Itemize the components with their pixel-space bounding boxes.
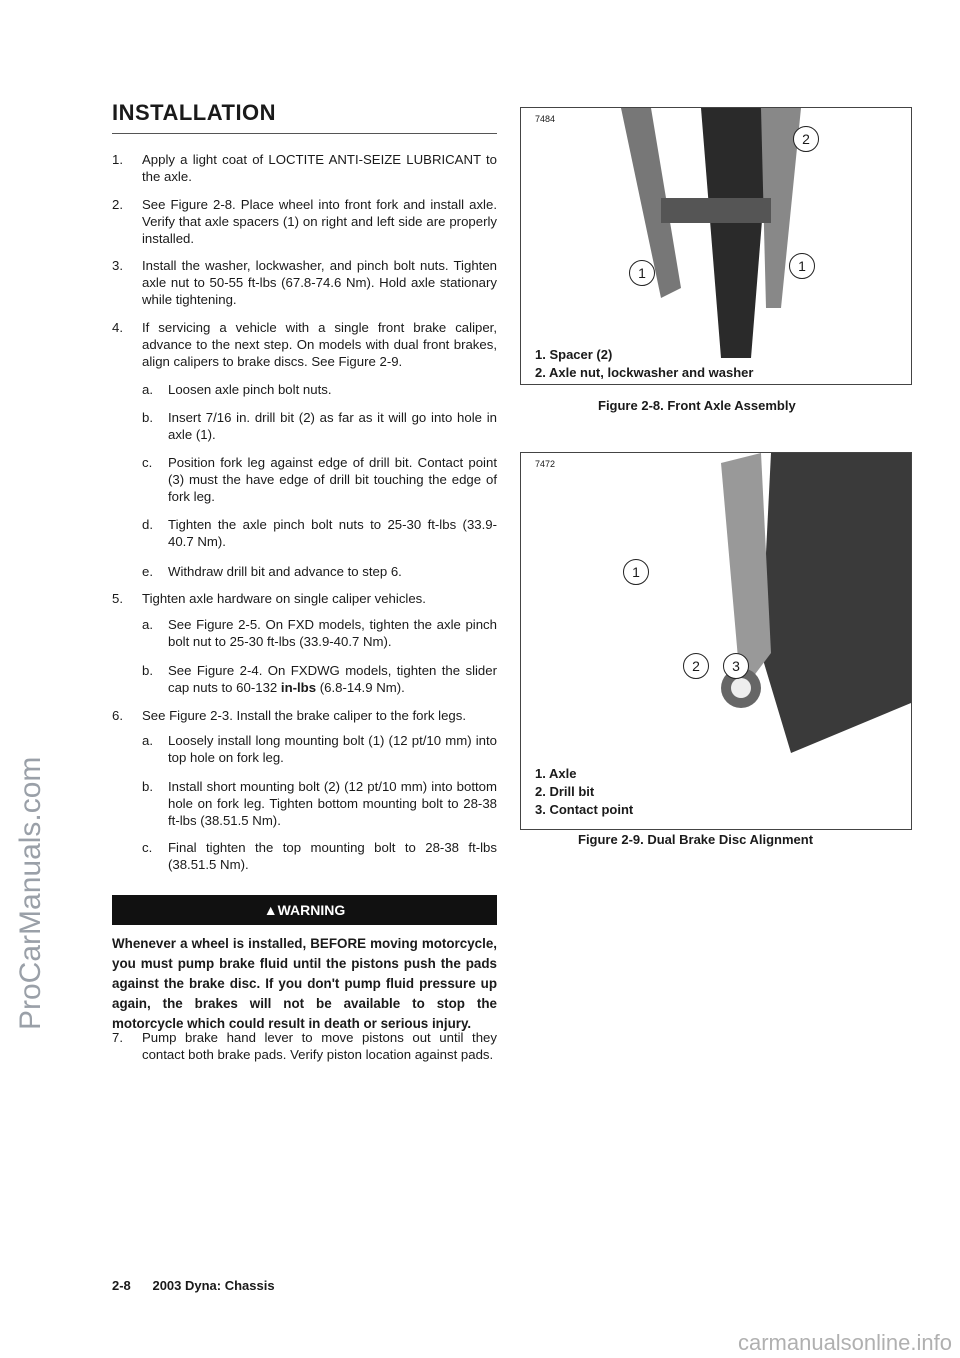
callout-2: 2	[793, 126, 819, 152]
figure-2-9-caption: Figure 2-9. Dual Brake Disc Alignment	[578, 832, 814, 847]
watermark-bottom: carmanualsonline.info	[737, 1330, 952, 1355]
step-1: 1. Apply a light coat of LOCTITE ANTI-SEIZE LUBRICANT to the axle.	[112, 152, 497, 184]
step-4d: d. Tighten the axle pinch bolt nuts to 25-30 ft-lbs (33.9-40.7 Nm).	[142, 517, 497, 549]
page-footer: 2-8 2003 Dyna: Chassis	[112, 1278, 275, 1293]
front-axle-photo	[601, 108, 821, 358]
warning-text: Whenever a wheel is installed, BEFORE moving motorcycle, you must pump brake fluid until the pistons push the pads against the brake disc. If you don't pump fluid pressure up again, the brakes will not be available to stop the motorcycle which could result in death or serious injury.	[112, 936, 497, 1031]
figure-legend: 1. Spacer (2) 2. Axle nut, lockwasher and washer	[535, 347, 754, 380]
step-4b: b. Insert 7/16 in. drill bit (2) as far as it will go into hole in axle (1).	[142, 410, 497, 442]
brake-disc-photo	[621, 453, 911, 753]
figure-2-8: 7484 2 1 1 1. Spacer (2) 2. Axle nut, lockwasher and washer	[520, 107, 912, 385]
warning-banner: ▲ WARNING	[112, 895, 497, 925]
figure-legend: 1. Axle 2. Drill bit 3. Contact point	[535, 766, 634, 817]
step-2: 2. See Figure 2-8. Place wheel into front fork and install axle. Verify that axle spacers (1) on right and left side are properly installed.	[112, 197, 497, 246]
callout-1: 1	[623, 559, 649, 585]
step-4: 4. If servicing a vehicle with a single front brake caliper, advance to the next step. On models with dual front brakes, align calipers to brake discs. See Figure 2-9.	[112, 320, 497, 369]
step-4a: a. Loosen axle pinch bolt nuts.	[142, 382, 332, 397]
callout-3: 3	[723, 653, 749, 679]
title-rule	[112, 133, 497, 134]
step-6a: a. Loosely install long mounting bolt (1) (12 pt/10 mm) into top hole on fork leg.	[142, 733, 497, 765]
figure-2-8-caption: Figure 2-8. Front Axle Assembly	[598, 398, 796, 413]
watermark: ProCarManuals.com	[14, 756, 47, 1030]
figure-2-9: 7472 1 2 3 1. Axle 2. Drill bit 3. Contact point	[520, 452, 912, 830]
step-6c: c. Final tighten the top mounting bolt to 28-38 ft-lbs (38.51.5 Nm).	[142, 840, 497, 872]
warning-triangle-icon: ▲	[263, 902, 278, 918]
step-5a: a. See Figure 2-5. On FXD models, tighten the axle pinch bolt nut to 25-30 ft-lbs (33.9-40.7 Nm).	[142, 617, 497, 649]
step-5: 5. Tighten axle hardware on single caliper vehicles.	[112, 591, 426, 606]
callout-1-right: 1	[789, 253, 815, 279]
step-6b: b. Install short mounting bolt (2) (12 pt/10 mm) into bottom hole on fork leg. Tighten bottom mounting bolt to 28-38 ft-lbs (38.51.5 Nm).	[142, 779, 497, 828]
step-7: 7. Pump brake hand lever to move pistons out until they contact both brake pads. Verify piston location against pads.	[112, 1030, 497, 1062]
section-title: INSTALLATION	[112, 100, 277, 125]
callout-1-left: 1	[629, 260, 655, 286]
step-4c: c. Position fork leg against edge of drill bit. Contact point (3) must the have edge of drill bit touching the edge of fork leg.	[142, 455, 497, 504]
step-5b: b. See Figure 2-4. On FXDWG models, tighten the slider cap nuts to 60-132 in-lbs (6.8-14.9 Nm).	[142, 663, 497, 695]
step-3: 3. Install the washer, lockwasher, and pinch bolt nuts. Tighten axle nut to 50-55 ft-lbs (67.8-74.6 Nm). Hold axle stationary while tightening.	[112, 258, 497, 307]
step-4e: e. Withdraw drill bit and advance to step 6.	[142, 564, 402, 579]
callout-2: 2	[683, 653, 709, 679]
step-6: 6. See Figure 2-3. Install the brake caliper to the fork legs.	[112, 708, 466, 723]
